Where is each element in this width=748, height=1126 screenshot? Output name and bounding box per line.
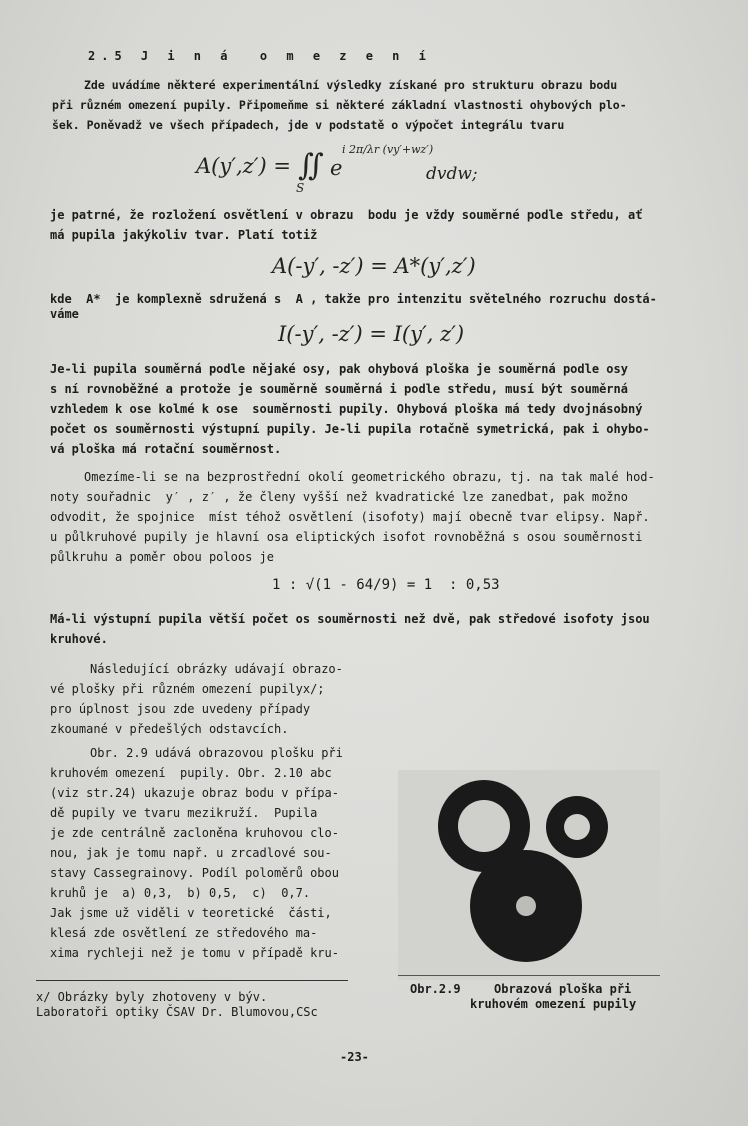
caption-number: Obr.2.9 bbox=[410, 982, 461, 996]
footnote-line: Laboratoři optiky ČSAV Dr. Blumovou,CSc bbox=[36, 1005, 318, 1019]
integral-sign: ∬ bbox=[298, 148, 324, 183]
text-line: Má-li výstupní pupila větší počet os souměrnosti než dvě, pak středové isofoty jsou bbox=[50, 612, 650, 626]
text-line: váme bbox=[50, 307, 79, 321]
text-line: (viz str.24) ukazuje obraz bodu v přípa- bbox=[50, 786, 339, 800]
caption-line: Obrazová ploška při bbox=[494, 982, 632, 996]
text-line: šek. Poněvadž ve všech případech, jde v podstatě o výpočet integrálu tvaru bbox=[52, 118, 565, 132]
ring-disk-bottom bbox=[470, 850, 582, 962]
text-line: Následující obrázky udávají obrazo- bbox=[90, 662, 343, 676]
exponent: i 2π/λr (vy′+wz′) bbox=[342, 143, 434, 156]
text-line: počet os souměrnosti výstupní pupily. Je-li pupila rotačně symetrická, pak i ohybo- bbox=[50, 422, 650, 436]
text-line: má pupila jakýkoliv tvar. Platí totiž bbox=[50, 228, 318, 242]
text-line: odvodit, že spojnice míst téhož osvětlení (isofoty) mají obecně tvar elipsy. Např. bbox=[50, 510, 650, 524]
text-line: zkoumané v předešlých odstavcích. bbox=[50, 722, 289, 736]
footnote-line: x/ Obrázky byly zhotoveny v býv. bbox=[36, 990, 268, 1004]
section-heading: 2.5 J i n á o m e z e n í bbox=[88, 49, 432, 63]
text-line: vzhledem k ose kolmé k ose souměrnosti pupily. Ohybová ploška má tedy dvojnásobný bbox=[50, 402, 643, 416]
equation-ratio: 1 : √(1 - 64/9) = 1 : 0,53 bbox=[272, 577, 500, 593]
text-line: Zde uvádíme některé experimentální výsledky získané pro strukturu obrazu bodu bbox=[84, 78, 618, 92]
ring-hole bbox=[516, 896, 536, 916]
differential: dvdw; bbox=[426, 164, 478, 184]
text-line: Je-li pupila souměrná podle nějaké osy, pak ohybová ploška je souměrná podle osy bbox=[50, 362, 628, 376]
text-line: vé plošky při různém omezení pupilyx/; bbox=[50, 682, 325, 696]
text-line: kruhové. bbox=[50, 632, 108, 646]
text-line: stavy Cassegrainovy. Podíl poloměrů obou bbox=[50, 866, 339, 880]
equation-lhs: A(y′,z′) = bbox=[196, 154, 291, 178]
text-line: vá ploška má rotační souměrnost. bbox=[50, 442, 282, 456]
text-line: dě pupily ve tvaru mezikruží. Pupila bbox=[50, 806, 318, 820]
text-line: u půlkruhové pupily je hlavní osa eliptických isofot rovnoběžná s osou souměrnosti bbox=[50, 530, 643, 544]
text-line: klesá zde osvětlení ze středového ma- bbox=[50, 926, 318, 940]
text-line: Obr. 2.9 udává obrazovou plošku při bbox=[90, 746, 343, 760]
figure-rule bbox=[398, 975, 660, 976]
page-number: -23- bbox=[340, 1050, 369, 1064]
text-line: je zde centrálně zacloněna kruhovou clo- bbox=[50, 826, 339, 840]
text-line: při různém omezení pupily. Připomeňme si některé základní vlastnosti ohybových plo- bbox=[52, 98, 627, 112]
ring-hole bbox=[564, 814, 590, 840]
text-line: kruhů je a) 0,3, b) 0,5, c) 0,7. bbox=[50, 886, 311, 900]
equation-intensity: I(-y′, -z′) = I(y′, z′) bbox=[278, 322, 465, 346]
integral-domain: S bbox=[296, 181, 305, 195]
text-line: Omezíme-li se na bezprostřední okolí geometrického obrazu, tj. na tak malé hod- bbox=[84, 470, 655, 484]
text-line: noty souřadnic y′ , z′ , že členy vyšší než kvadratické lze zanedbat, pak možno bbox=[50, 490, 628, 504]
equation-conjugate: A(-y′, -z′) = A*(y′,z′) bbox=[272, 254, 476, 278]
text-line: pro úplnost jsou zde uvedeny případy bbox=[50, 702, 311, 716]
figure-obr-2-9 bbox=[398, 770, 660, 980]
ring-hole bbox=[458, 800, 510, 852]
text-line: je patrné, že rozložení osvětlení v obrazu bodu je vždy souměrné podle středu, ať bbox=[50, 208, 643, 222]
text-line: kde A* je komplexně sdružená s A , takže pro intenzitu světelného rozruchu dostá- bbox=[50, 292, 657, 306]
exponential-base: e bbox=[330, 156, 343, 180]
ring-disk-small bbox=[546, 796, 608, 858]
text-line: půlkruhu a poměr obou poloos je bbox=[50, 550, 274, 564]
text-line: nou, jak je tomu např. u zrcadlové sou- bbox=[50, 846, 332, 860]
text-line: kruhovém omezení pupily. Obr. 2.10 abc bbox=[50, 766, 332, 780]
text-line: s ní rovnoběžné a protože je souměrně souměrná i podle středu, musí být souměrná bbox=[50, 382, 628, 396]
text-line: xima rychleji než je tomu v případě kru- bbox=[50, 946, 339, 960]
footnote-rule bbox=[36, 980, 348, 981]
caption-line: kruhovém omezení pupily bbox=[470, 997, 637, 1011]
text-line: Jak jsme už viděli v teoretické části, bbox=[50, 906, 332, 920]
